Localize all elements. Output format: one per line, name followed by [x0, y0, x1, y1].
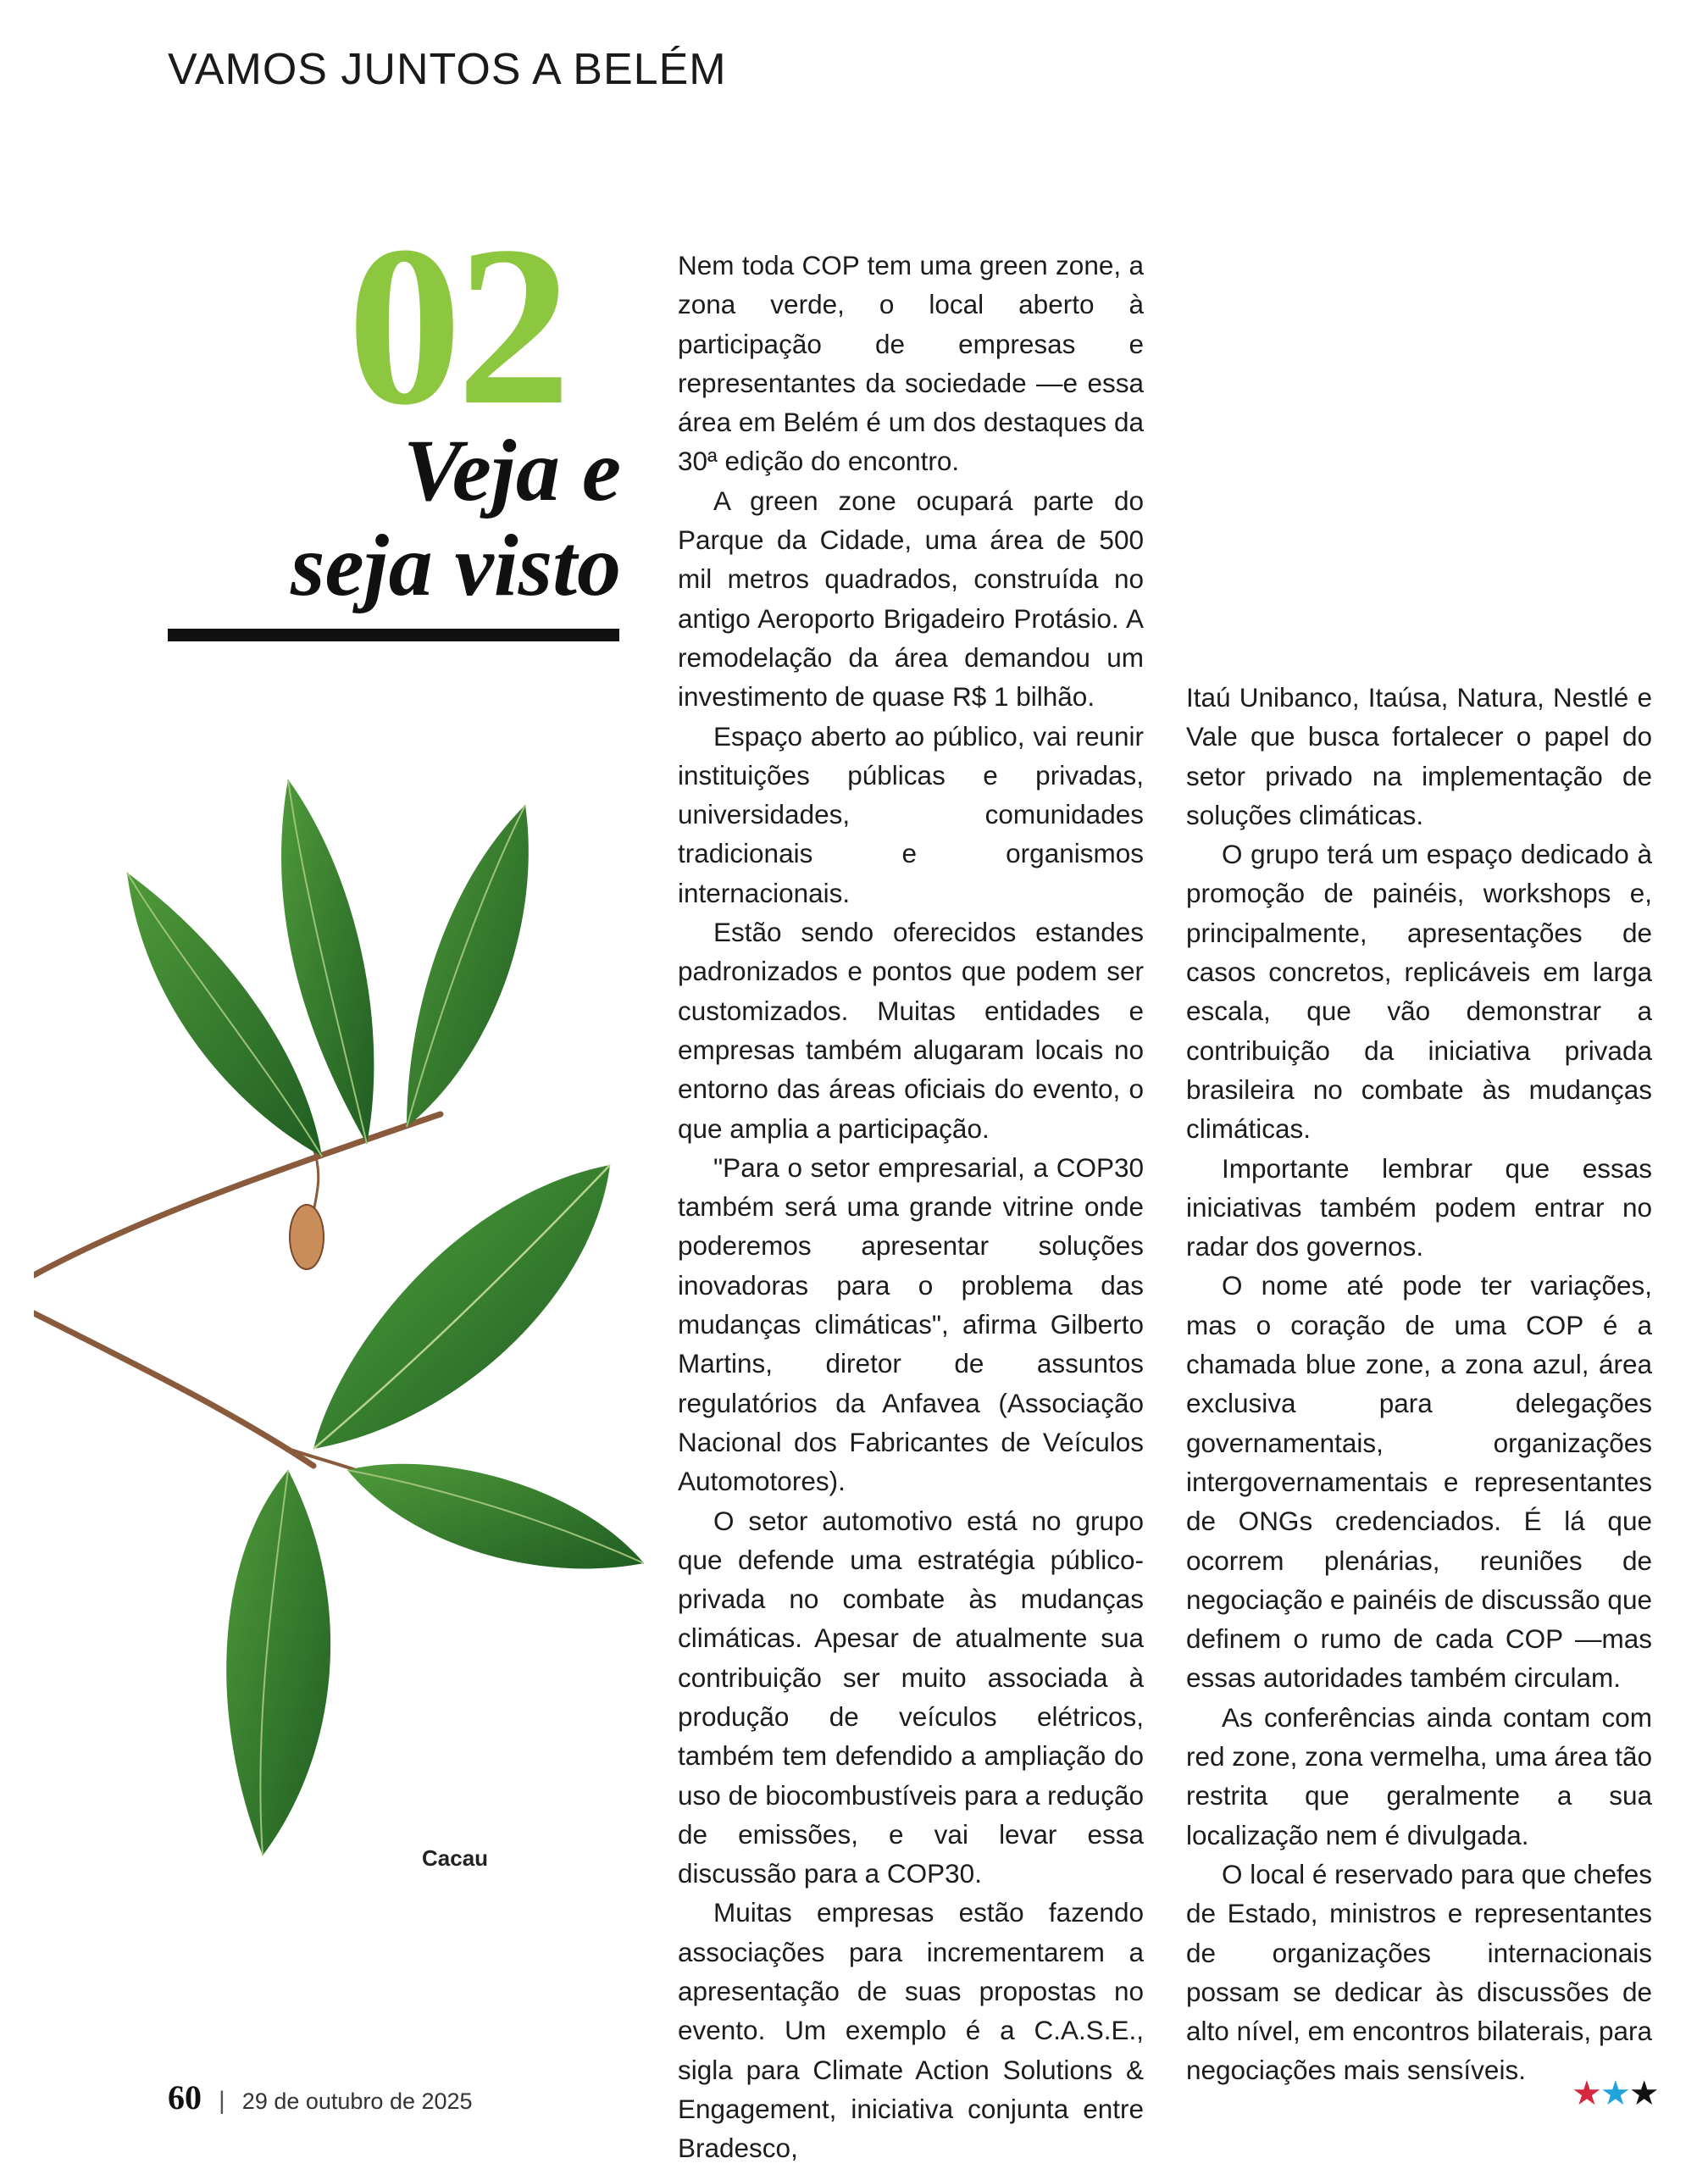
paragraph: Muitas empresas estão fazendo associações para incrementarem a apresentação de suas propostas no evento. Um exemplo é a C.A.S.E., sigla para Climate Action Solutions & Engagement, iniciativa conjunta entre Bradesco, [678, 1897, 1144, 2164]
headline-line-1: Veja e [402, 422, 621, 519]
headline-rule [168, 629, 619, 641]
issue-date: 29 de outubro de 2025 [241, 2089, 473, 2114]
section-number: 02 [347, 199, 566, 452]
footer-separator: | [219, 2087, 225, 2115]
section-header: VAMOS JUNTOS A BELÉM [168, 45, 727, 94]
star-icon: ★ [1628, 2075, 1658, 2112]
image-caption: Cacau [422, 1845, 489, 1871]
paragraph: Nem toda COP tem uma green zone, a zona verde, o local aberto à participação de empresas e representantes da sociedade —e essa área em Belém é um dos destaques da 30ª edição do encontro. [678, 250, 1144, 477]
paragraph: Itaú Unibanco, Itaúsa, Natura, Nestlé e Vale que busca fortalecer o papel do setor privado na implementação de soluções climáticas. [1186, 682, 1652, 830]
page-number: 60 [168, 2078, 202, 2116]
paragraph: Importante lembrar que essas iniciativas também podem entrar no radar dos governos. [1186, 1152, 1652, 1262]
paragraph: A green zone ocupará parte do Parque da Cidade, uma área de 500 mil metros quadrados, construída no antigo Aeroporto Brigadeiro Protásio. A remodelação da área demandou um investimento de quase R$ 1 bilhão. [678, 485, 1144, 713]
paragraph: Espaço aberto ao público, vai reunir instituições públicas e privadas, universidades, comunidades tradicionais e organismos internacionais. [678, 720, 1144, 908]
headline [291, 424, 621, 613]
paragraph: As conferências ainda contam com red zone, zona vermelha, uma área tão restrita que geralmente a sua localização nem é divulgada. [1186, 1701, 1652, 1850]
paragraph: "Para o setor empresarial, a COP30 também será uma grande vitrine onde poderemos apresentar soluções inovadoras para o problema das mudanças climáticas", afirma Gilberto Martins, diretor de assuntos regulatórios da Anfavea (Associação Nacional dos Fabricantes de Veículos Automotores). [678, 1151, 1144, 1497]
article-column-1 [678, 246, 1144, 2168]
paragraph: O setor automotivo está no grupo que defende uma estratégia público-privada no combate às mudanças climáticas. Apesar de atualmente sua contribuição ser muito associada à produção de veículos elétricos, também tem defendido a ampliação do uso de biocombustíveis para a redução de emissões, e vai levar essa discussão para a COP30. [678, 1505, 1144, 1889]
star-icon: ★ [1572, 2075, 1600, 2112]
paragraph: O local é reservado para que chefes de Estado, ministros e representantes de organizações internacionais possam se dedicar às discussões de alto nível, em encontros bilaterais, para negociações mais sensíveis. [1186, 1858, 1652, 2086]
rating-stars [1572, 2074, 1658, 2113]
paragraph: O grupo terá um espaço dedicado à promoção de painéis, workshops e, principalmente, apresentações de casos concretos, replicáveis em larga escala, que vão demonstrar a contribuição da iniciativa privada brasileira no combate às mudanças climáticas. [1186, 839, 1652, 1145]
headline-line-2: seja visto [291, 517, 621, 614]
cocoa-leaves-illustration [34, 703, 661, 1889]
paragraph: Estão sendo oferecidos estandes padronizados e pontos que podem ser customizados. Muitas entidades e empresas também alugaram locais no entorno das áreas oficiais do evento, o que amplia a participação. [678, 917, 1144, 1144]
paragraph: O nome até pode ter variações, mas o coração de uma COP é a chamada blue zone, a zona azul, área exclusiva para delegações governamentais, organizações intergovernamentais e representantes de ONGs credenciados. É lá que ocorrem plenárias, reuniões de negociação e painéis de discussão que definem o rumo de cada COP —mas essas autoridades também circulam. [1186, 1270, 1652, 1694]
page-footer [168, 2077, 473, 2117]
article-column-2 [1186, 678, 1652, 2090]
star-icon: ★ [1600, 2075, 1629, 2112]
